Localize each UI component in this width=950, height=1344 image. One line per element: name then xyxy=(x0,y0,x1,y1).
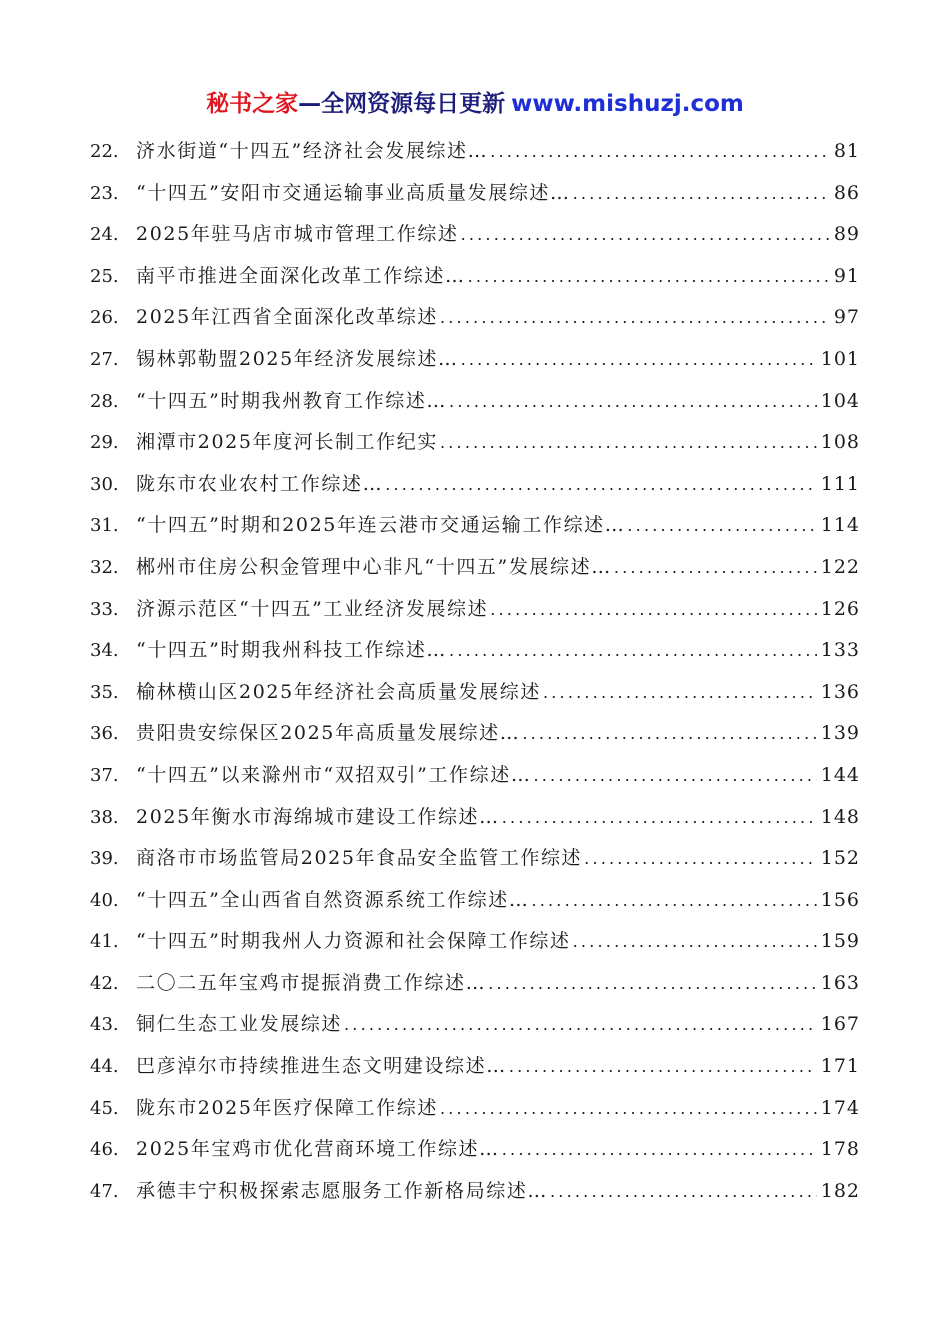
toc-entry-number: 22. xyxy=(90,141,119,162)
toc-dot-leader xyxy=(533,755,816,797)
toc-entry[interactable] xyxy=(90,755,860,797)
header-url[interactable]: www.mishuzj.com xyxy=(511,91,744,117)
toc-dot-leader xyxy=(573,921,817,963)
toc-entry-page: 163 xyxy=(820,971,860,994)
toc-dot-leader xyxy=(584,838,817,880)
toc-entry-number: 24. xyxy=(90,224,119,246)
toc-entry[interactable] xyxy=(90,339,860,381)
toc-entry-number: 43. xyxy=(90,1014,119,1036)
toc-dot-leader xyxy=(509,1046,817,1088)
toc-entry[interactable] xyxy=(90,1129,860,1171)
toc-entry-number: 26. xyxy=(90,307,119,329)
toc-dot-leader xyxy=(488,963,817,1005)
toc-entry[interactable] xyxy=(90,713,860,755)
toc-entry-page: 126 xyxy=(820,597,860,620)
toc-entry-title: “十四五”时期我州教育工作综述… xyxy=(136,389,448,412)
toc-entry[interactable] xyxy=(90,256,860,298)
toc-dot-leader xyxy=(468,256,830,298)
toc-entry-page: 139 xyxy=(820,722,860,745)
toc-dot-leader xyxy=(550,1171,817,1213)
toc-entry[interactable] xyxy=(90,505,860,547)
toc-dot-leader xyxy=(627,505,816,547)
toc-entry-number: 44. xyxy=(90,1056,119,1078)
toc-entry[interactable] xyxy=(90,1171,860,1213)
toc-entry-number: 37. xyxy=(90,764,119,786)
toc-entry-page: 114 xyxy=(820,514,860,537)
toc-entry-number: 41. xyxy=(90,931,119,953)
toc-entry-title: 二〇二五年宝鸡市提振消费工作综述… xyxy=(136,971,487,994)
toc-entry[interactable] xyxy=(90,589,860,631)
toc-entry-page: 167 xyxy=(820,1013,860,1036)
toc-entry-number: 39. xyxy=(90,848,119,870)
toc-entry-title: 2025年衡水市海绵城市建设工作综述… xyxy=(136,805,500,828)
toc-entry[interactable] xyxy=(90,422,860,464)
toc-entry-title: 陇东市2025年医疗保障工作综述 xyxy=(136,1096,438,1119)
toc-entry[interactable] xyxy=(90,672,860,714)
toc-entry-title: “十四五”全山西省自然资源系统工作综述… xyxy=(136,888,530,911)
toc-entry-page: 108 xyxy=(820,431,860,454)
toc-entry[interactable] xyxy=(90,1004,860,1046)
toc-dot-leader xyxy=(449,630,817,672)
toc-entry[interactable] xyxy=(90,1046,860,1088)
toc-entry-page: 133 xyxy=(820,639,860,662)
toc-entry-number: 28. xyxy=(90,390,119,412)
toc-dot-leader xyxy=(449,381,817,423)
toc-entry-number: 31. xyxy=(90,515,119,537)
toc-entry-number: 35. xyxy=(90,681,119,703)
toc-entry-number: 45. xyxy=(90,1097,119,1119)
toc-entry-title: “十四五”以来滁州市“双招双引”工作综述… xyxy=(136,763,532,786)
toc-dot-leader xyxy=(490,589,817,631)
toc-entry-page: 97 xyxy=(833,306,860,329)
toc-entry-title: 济水街道“十四五”经济社会发展综述… xyxy=(136,140,489,162)
toc-dot-leader xyxy=(614,547,817,589)
toc-entry[interactable] xyxy=(90,131,860,173)
toc-dot-leader xyxy=(502,797,817,839)
toc-entry-title: “十四五”安阳市交通运输事业高质量发展综述… xyxy=(136,181,571,204)
toc-entry-page: 122 xyxy=(820,555,860,578)
toc-entry-number: 29. xyxy=(90,432,119,454)
toc-entry-title: 2025年宝鸡市优化营商环境工作综述… xyxy=(136,1138,500,1161)
toc-entry[interactable] xyxy=(90,464,860,506)
toc-entry-page: 144 xyxy=(820,763,860,786)
toc-dot-leader xyxy=(543,672,817,714)
toc-entry-title: 南平市推进全面深化改革工作综述… xyxy=(136,264,466,287)
toc-entry[interactable] xyxy=(90,1088,860,1130)
toc-entry[interactable] xyxy=(90,880,860,922)
toc-entry-title: “十四五”时期和2025年连云港市交通运输工作综述… xyxy=(136,514,626,537)
toc-entry[interactable] xyxy=(90,547,860,589)
toc-entry-number: 30. xyxy=(90,473,119,495)
toc-entry-title: 2025年驻马店市城市管理工作综述 xyxy=(136,223,459,246)
toc-dot-leader xyxy=(440,1088,817,1130)
brand-name: 秘书之家 xyxy=(206,91,299,117)
toc-entry-title: 2025年江西省全面深化改革综述 xyxy=(136,306,438,329)
toc-entry-title: 榆林横山区2025年经济社会高质量发展综述 xyxy=(136,680,541,703)
toc-entry-number: 32. xyxy=(90,556,119,578)
toc-entry-title: 商洛市市场监管局2025年食品安全监管工作综述 xyxy=(136,847,583,870)
toc-entry-page: 86 xyxy=(833,181,860,204)
toc-entry-page: 148 xyxy=(820,805,860,828)
toc-entry[interactable] xyxy=(90,297,860,339)
toc-entry-page: 171 xyxy=(820,1055,860,1078)
toc-entry-page: 91 xyxy=(833,264,860,287)
toc-dot-leader xyxy=(385,464,817,506)
toc-entry-title: 巴彦淖尔市持续推进生态文明建设综述… xyxy=(136,1055,507,1078)
toc-dot-leader xyxy=(573,173,830,215)
toc-entry[interactable] xyxy=(90,963,860,1005)
toc-entry-number: 42. xyxy=(90,972,119,994)
toc-dot-leader xyxy=(531,880,816,922)
toc-entry[interactable] xyxy=(90,838,860,880)
toc-entry-page: 101 xyxy=(820,347,860,370)
toc-entry-page: 178 xyxy=(820,1138,860,1161)
toc-entry-page: 156 xyxy=(820,888,860,911)
toc-entry-number: 33. xyxy=(90,598,119,620)
toc-entry[interactable] xyxy=(90,630,860,672)
toc-entry-page: 81 xyxy=(833,140,860,162)
toc-entry-title: 湘潭市2025年度河长制工作纪实 xyxy=(136,431,438,454)
table-of-contents xyxy=(90,131,860,1212)
toc-entry[interactable] xyxy=(90,214,860,256)
toc-entry-page: 152 xyxy=(820,847,860,870)
toc-entry-number: 25. xyxy=(90,265,119,287)
toc-entry-page: 159 xyxy=(820,930,860,953)
toc-dot-leader xyxy=(522,713,816,755)
toc-entry-title: “十四五”时期我州科技工作综述… xyxy=(136,639,448,662)
toc-dot-leader xyxy=(440,422,817,464)
toc-dot-leader xyxy=(461,214,830,256)
toc-entry-number: 23. xyxy=(90,182,119,204)
toc-entry-title: “十四五”时期我州人力资源和社会保障工作综述 xyxy=(136,930,571,953)
toc-entry-number: 46. xyxy=(90,1139,119,1161)
toc-entry-page: 89 xyxy=(833,223,860,246)
toc-dot-leader xyxy=(502,1129,817,1171)
toc-entry-number: 38. xyxy=(90,806,119,828)
toc-entry[interactable] xyxy=(90,797,860,839)
toc-entry-title: 郴州市住房公积金管理中心非凡“十四五”发展综述… xyxy=(136,555,612,578)
toc-dot-leader xyxy=(461,339,817,381)
toc-entry-title: 陇东市农业农村工作综述… xyxy=(136,472,384,495)
page-header xyxy=(0,88,950,120)
toc-entry-number: 47. xyxy=(90,1180,119,1202)
toc-entry[interactable] xyxy=(90,173,860,215)
header-slogan: —全网资源每日更新 xyxy=(298,91,506,117)
toc-entry-page: 104 xyxy=(820,389,860,412)
toc-entry-page: 136 xyxy=(820,680,860,703)
toc-dot-leader xyxy=(440,297,830,339)
toc-entry[interactable] xyxy=(90,381,860,423)
toc-entry-number: 40. xyxy=(90,889,119,911)
toc-entry-title: 贵阳贵安综保区2025年高质量发展综述… xyxy=(136,722,521,745)
toc-entry-title: 济源示范区“十四五”工业经济发展综述 xyxy=(136,597,489,620)
toc-entry-title: 锡林郭勒盟2025年经济发展综述… xyxy=(136,347,459,370)
toc-entry-number: 34. xyxy=(90,640,119,662)
toc-entry-page: 111 xyxy=(820,472,860,495)
toc-dot-leader xyxy=(344,1004,817,1046)
toc-entry-title: 铜仁生态工业发展综述 xyxy=(136,1013,343,1036)
toc-dot-leader xyxy=(490,131,830,173)
toc-entry[interactable] xyxy=(90,921,860,963)
toc-entry-title: 承德丰宁积极探索志愿服务工作新格局综述… xyxy=(136,1179,549,1202)
toc-entry-number: 27. xyxy=(90,348,119,370)
toc-entry-page: 174 xyxy=(820,1096,860,1119)
toc-entry-number: 36. xyxy=(90,723,119,745)
toc-entry-page: 182 xyxy=(820,1179,860,1202)
